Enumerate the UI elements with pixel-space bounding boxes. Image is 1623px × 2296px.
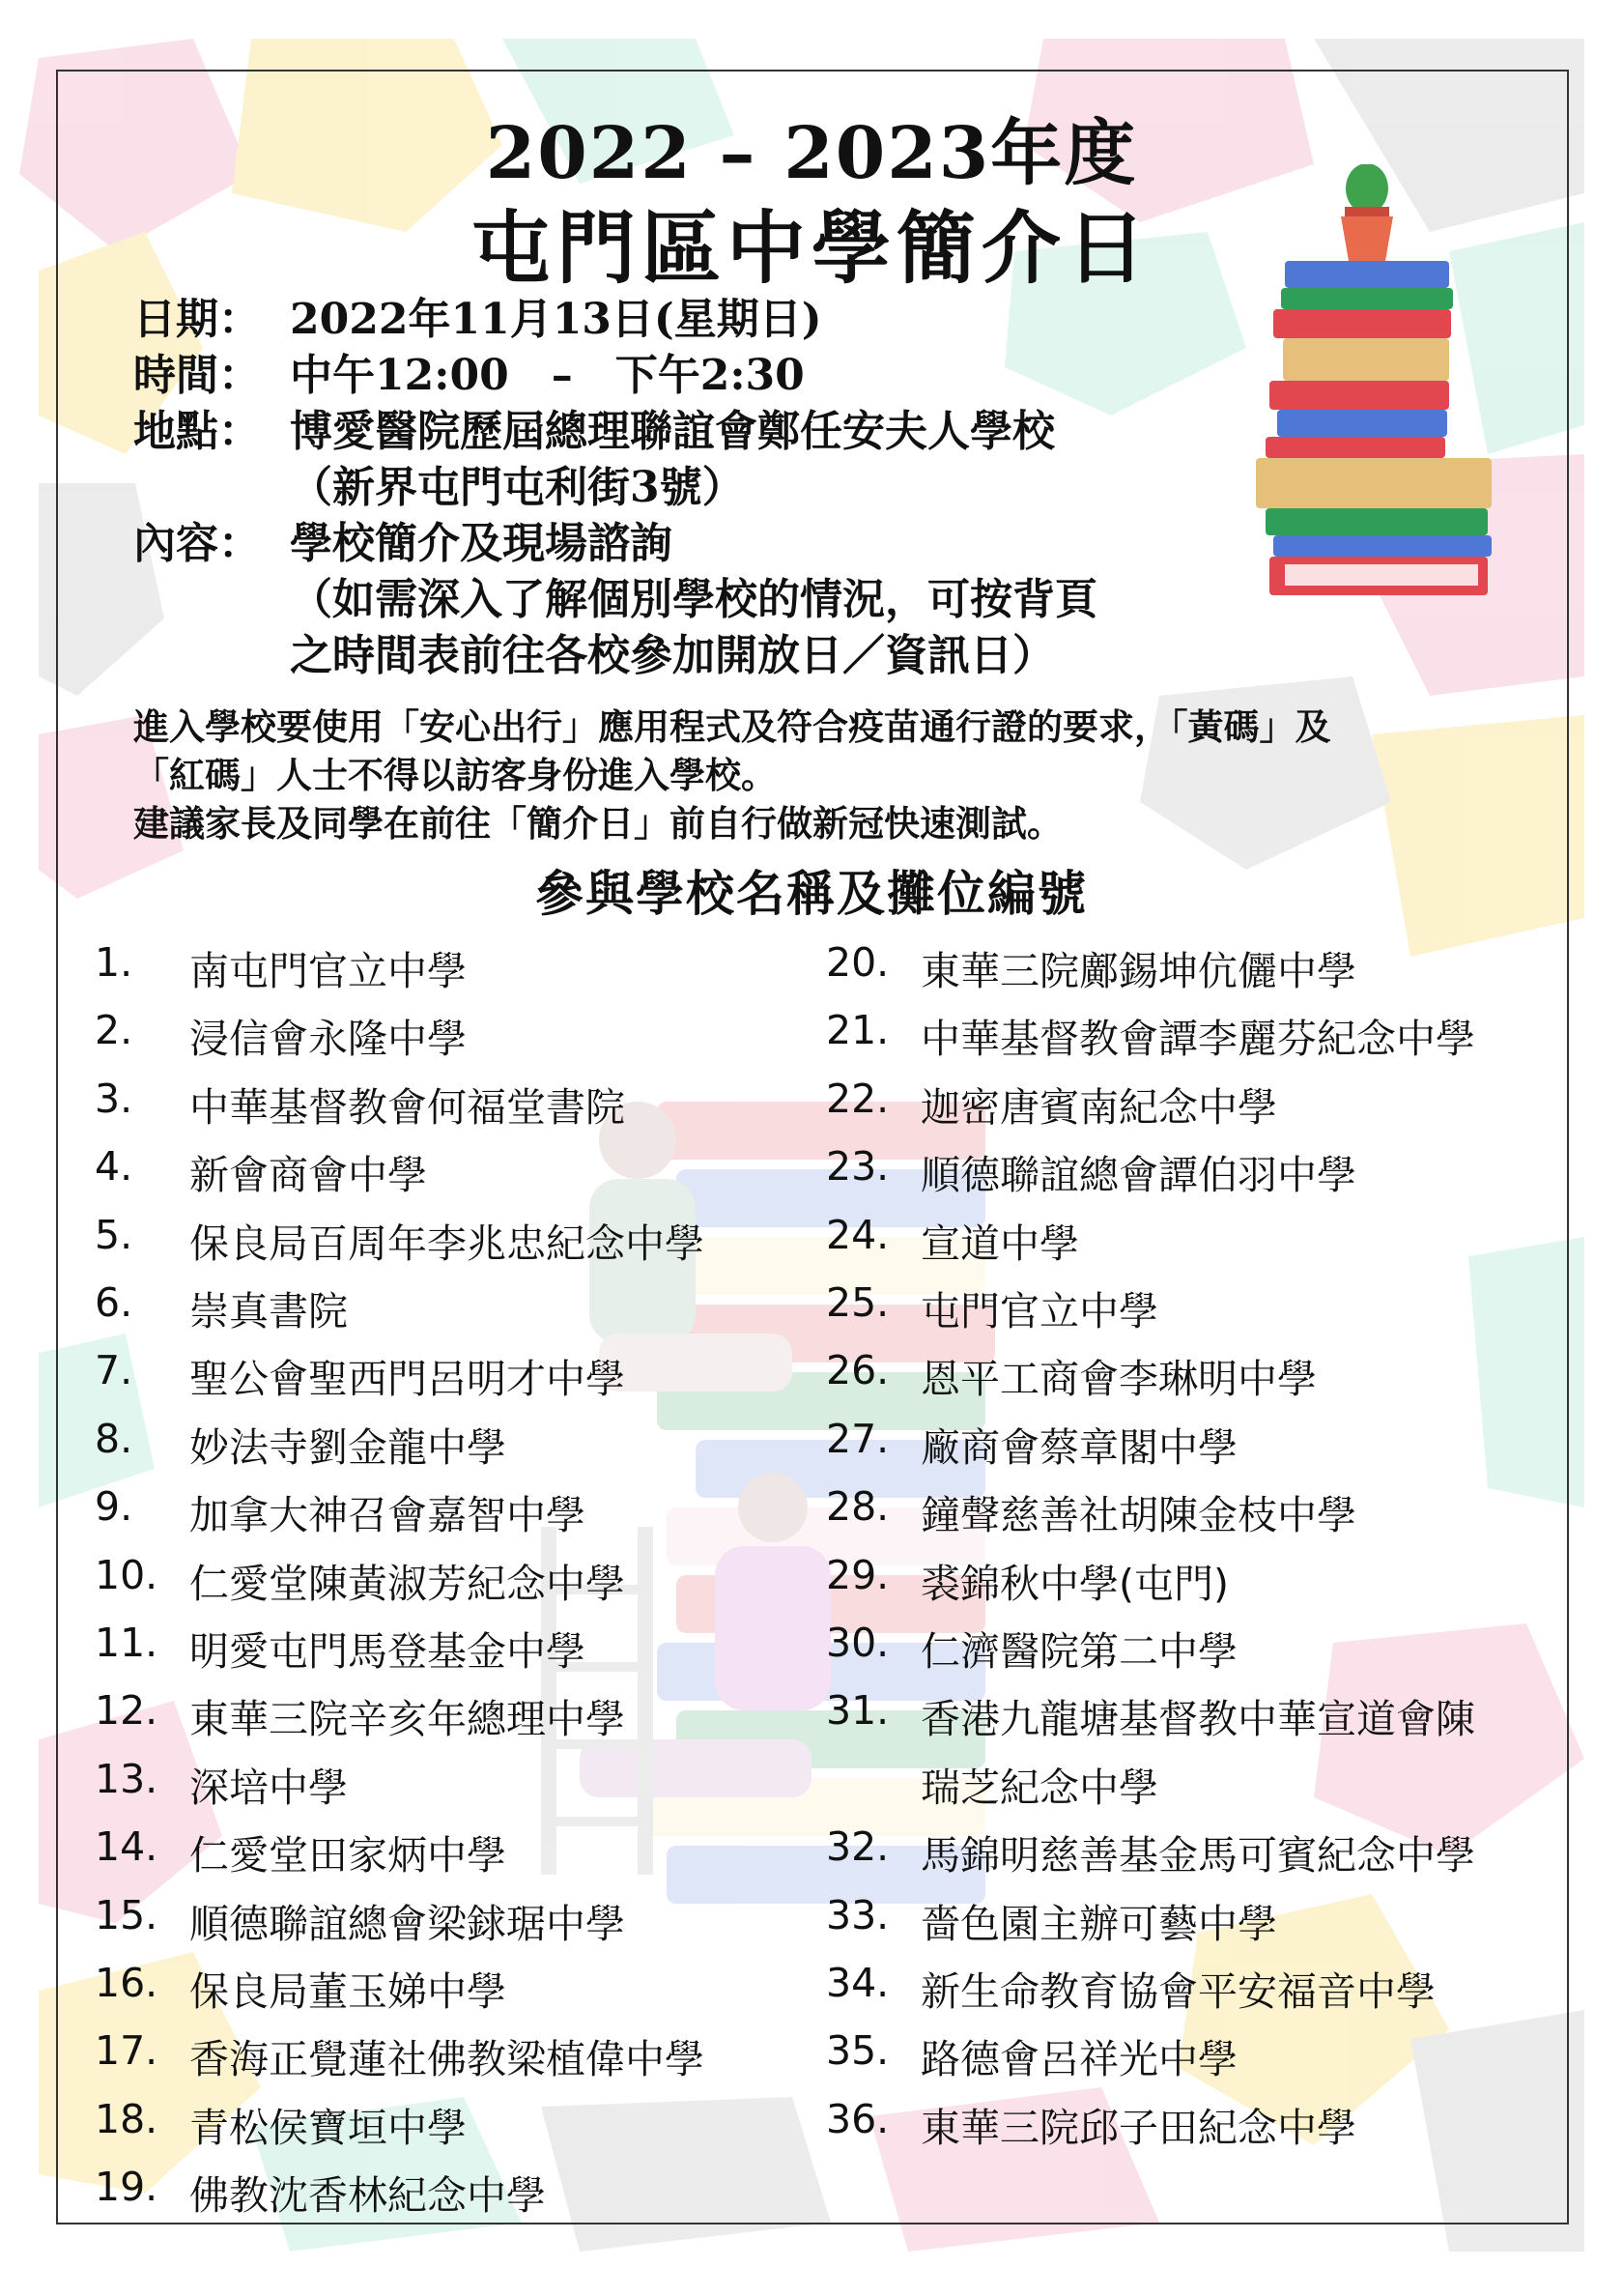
notice-line: 「紅碼」人士不得以訪客身份進入學校。 xyxy=(133,754,777,796)
school-name: 中華基督教會何福堂書院 xyxy=(189,1083,625,1131)
school-name: 順德聯誼總會譚伯羽中學 xyxy=(921,1152,1356,1199)
info-label xyxy=(133,620,290,682)
booth-number: 2. xyxy=(95,1007,133,1054)
school-list-item xyxy=(826,1279,1158,1336)
school-name: 妙法寺劉金龍中學 xyxy=(189,1423,506,1471)
school-name: 鐘聲慈善社胡陳金枝中學 xyxy=(921,1492,1356,1539)
booth-number: 16. xyxy=(95,1960,158,2006)
booth-number: 27. xyxy=(826,1415,890,1462)
school-list-item xyxy=(826,1823,1475,1880)
booth-number: 22. xyxy=(826,1075,890,1122)
school-name: 東華三院鄺錫坤伉儷中學 xyxy=(921,948,1356,994)
school-list-item xyxy=(95,1960,506,2017)
school-list-item xyxy=(826,1960,1436,2017)
school-name: 東華三院邱子田紀念中學 xyxy=(921,2104,1356,2151)
booth-number: 36. xyxy=(826,2095,890,2142)
school-name: 聖公會聖西門呂明才中學 xyxy=(189,1356,625,1403)
school-name: 中華基督教會譚李麗芬紀念中學 xyxy=(921,1016,1475,1063)
school-name: 新生命教育協會平安福音中學 xyxy=(921,1968,1436,2015)
school-name: 佛教沈香林紀念中學 xyxy=(189,2172,546,2220)
school-name: 香港九龍塘基督教中華宣道會陳 xyxy=(921,1696,1475,1743)
school-list-item xyxy=(95,1687,625,1744)
info-content xyxy=(133,508,672,570)
booth-number: 21. xyxy=(826,1007,890,1054)
school-list-item xyxy=(826,1892,1277,1949)
info-value: 博愛醫院歷屆總理聯誼會鄭任安夫人學校 xyxy=(290,407,1055,456)
school-name: 東華三院辛亥年總理中學 xyxy=(189,1696,625,1743)
school-name: 保良局董玉娣中學 xyxy=(189,1968,506,2015)
school-list-item xyxy=(95,1823,506,1880)
school-name: 青松侯寶垣中學 xyxy=(189,2104,467,2151)
school-list-item xyxy=(826,1756,1158,1813)
school-list-item xyxy=(95,1552,625,1609)
booth-number: 26. xyxy=(826,1347,890,1394)
school-list-item xyxy=(826,1143,1356,1200)
booth-number: 3. xyxy=(95,1075,133,1122)
school-list-item xyxy=(95,1416,506,1473)
booth-number: 25. xyxy=(826,1279,890,1326)
school-name: 深培中學 xyxy=(189,1764,348,1811)
notice-line: 建議家長及同學在前往「簡介日」前自行做新冠快速測試。 xyxy=(133,802,1063,845)
booth-number: 1. xyxy=(95,939,133,986)
booth-number: 29. xyxy=(826,1551,890,1598)
info-content-note xyxy=(133,564,1097,626)
school-list-item xyxy=(826,1347,1317,1404)
school-list-item xyxy=(95,2096,467,2153)
school-list-item xyxy=(826,2096,1356,2153)
school-name: 仁濟醫院第二中學 xyxy=(921,1628,1238,1675)
school-name: 屯門官立中學 xyxy=(921,1288,1158,1335)
info-value: 2022年11月13日(星期日) xyxy=(290,295,822,344)
school-list-item xyxy=(95,1143,427,1200)
school-name: 加拿大神召會嘉智中學 xyxy=(189,1492,585,1539)
info-venue-address xyxy=(133,452,745,514)
school-list-item xyxy=(826,1552,1229,1609)
school-name: 南屯門官立中學 xyxy=(189,948,467,994)
school-name: 浸信會永隆中學 xyxy=(189,1016,467,1063)
booth-number: 13. xyxy=(95,1755,158,1802)
page-title-year: 2022 – 2023年度 xyxy=(485,112,1138,195)
info-value: 學校簡介及現場諮詢 xyxy=(290,519,672,568)
school-list-item xyxy=(95,1279,348,1336)
booth-number: 24. xyxy=(826,1211,890,1258)
school-name: 瑞芝紀念中學 xyxy=(921,1764,1158,1811)
school-name: 嗇色園主辦可藝中學 xyxy=(921,1900,1277,1947)
booth-number: 20. xyxy=(826,939,890,986)
school-list-item xyxy=(95,1483,585,1540)
school-list-item xyxy=(95,939,467,996)
info-value: （新界屯門屯利街3號） xyxy=(290,463,745,512)
school-list-item xyxy=(95,1007,467,1064)
info-value: 中午12:00 – 下午2:30 xyxy=(290,351,805,400)
school-name: 馬錦明慈善基金馬可賓紀念中學 xyxy=(921,1832,1475,1880)
booth-number: 30. xyxy=(826,1620,890,1666)
school-list-item xyxy=(95,1892,625,1949)
booth-number: 8. xyxy=(95,1415,133,1462)
booth-number: 7. xyxy=(95,1347,133,1394)
booth-number: 28. xyxy=(826,1483,890,1531)
school-name: 新會商會中學 xyxy=(189,1152,427,1199)
booth-number: 14. xyxy=(95,1823,158,1871)
info-label: 時間： xyxy=(133,351,261,400)
school-list-item xyxy=(95,1076,625,1133)
school-list-item xyxy=(826,939,1356,996)
school-name: 崇真書院 xyxy=(189,1288,348,1335)
info-label xyxy=(133,564,290,626)
school-list-item xyxy=(95,2164,546,2221)
booth-number: 4. xyxy=(95,1143,133,1191)
booth-number: 18. xyxy=(95,2095,158,2142)
booth-number: 19. xyxy=(95,2164,158,2211)
school-list-item xyxy=(95,1756,348,1813)
page-title: 屯門區中學簡介日 xyxy=(470,202,1152,295)
school-name: 仁愛堂田家炳中學 xyxy=(189,1832,506,1880)
school-name: 路德會呂祥光中學 xyxy=(921,2036,1238,2083)
info-label: 地點： xyxy=(133,407,261,456)
school-list-item xyxy=(826,1483,1356,1540)
school-name: 香海正覺蓮社佛教梁植偉中學 xyxy=(189,2036,704,2083)
schools-heading: 參與學校名稱及攤位編號 xyxy=(535,865,1088,922)
info-venue xyxy=(133,396,1055,458)
school-list-item xyxy=(95,2027,704,2084)
booth-number: 17. xyxy=(95,2027,158,2075)
info-value: （如需深入了解個別學校的情況，可按背頁 xyxy=(290,575,1097,624)
info-value: 之時間表前往各校參加開放日／資訊日） xyxy=(290,631,1055,680)
info-date xyxy=(133,284,822,346)
school-list-item xyxy=(95,1347,625,1404)
booth-number: 31. xyxy=(826,1687,890,1735)
info-label xyxy=(133,452,290,514)
booth-number: 33. xyxy=(826,1891,890,1938)
school-list-item xyxy=(826,1212,1079,1269)
info-content-note xyxy=(133,620,1055,682)
school-name: 明愛屯門馬登基金中學 xyxy=(189,1628,585,1675)
booth-number: 34. xyxy=(826,1960,890,2006)
school-name: 保良局百周年李兆忠紀念中學 xyxy=(189,1220,704,1267)
info-label: 內容： xyxy=(133,519,261,568)
school-list-item xyxy=(826,1076,1277,1133)
booth-number: 5. xyxy=(95,1211,133,1258)
school-list-item xyxy=(826,1620,1238,1677)
booth-number: 35. xyxy=(826,2027,890,2075)
booth-number: 15. xyxy=(95,1891,158,1938)
info-label: 日期： xyxy=(133,295,261,344)
school-list-item xyxy=(826,1416,1238,1473)
school-name: 廠商會蔡章閣中學 xyxy=(921,1423,1238,1471)
booth-number: 9. xyxy=(95,1483,133,1531)
booth-number: 10. xyxy=(95,1551,158,1598)
booth-number: 23. xyxy=(826,1143,890,1191)
school-list-item xyxy=(826,2027,1238,2084)
school-list-item xyxy=(95,1212,704,1269)
school-name: 裘錦秋中學(屯門) xyxy=(921,1560,1229,1607)
booth-number: 11. xyxy=(95,1620,158,1666)
school-name: 迦密唐賓南紀念中學 xyxy=(921,1083,1277,1131)
booth-number: 12. xyxy=(95,1687,158,1735)
school-list-item xyxy=(826,1007,1475,1064)
school-name: 順德聯誼總會梁銶琚中學 xyxy=(189,1900,625,1947)
booth-number: 6. xyxy=(95,1279,133,1326)
info-time xyxy=(133,340,805,402)
school-name: 仁愛堂陳黃淑芳紀念中學 xyxy=(189,1560,625,1607)
notice-line: 進入學校要使用「安心出行」應用程式及符合疫苗通行證的要求，「黃碼」及 xyxy=(133,705,1331,748)
booth-number xyxy=(826,1756,921,1813)
school-list-item xyxy=(826,1687,1475,1744)
school-name: 恩平工商會李琳明中學 xyxy=(921,1356,1317,1403)
school-list-item xyxy=(95,1620,585,1677)
booth-number: 32. xyxy=(826,1823,890,1871)
school-name: 宣道中學 xyxy=(921,1220,1079,1267)
